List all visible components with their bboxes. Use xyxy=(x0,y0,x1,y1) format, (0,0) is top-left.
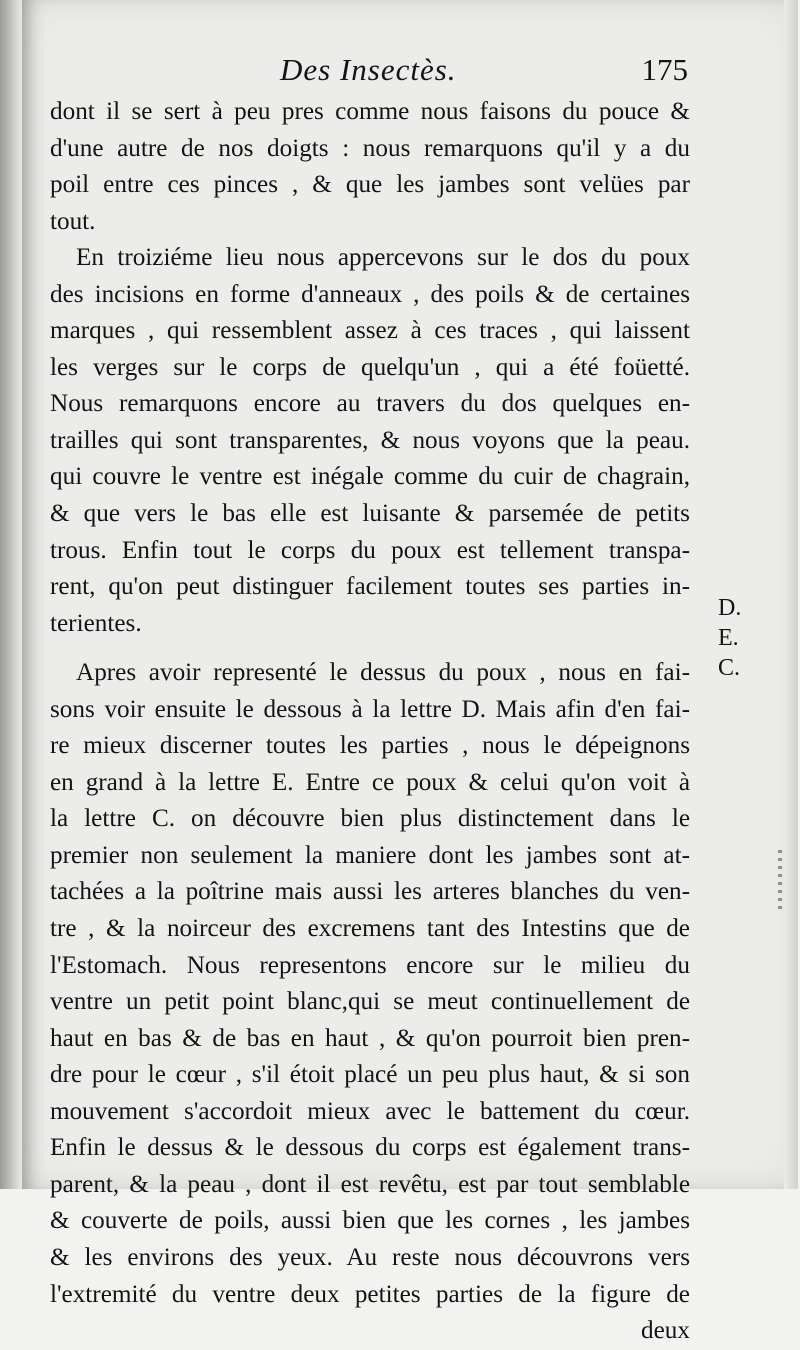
text-line: ventre un petit point blanc,qui se meut continuellement de xyxy=(50,988,690,1016)
text-line: rent, qu'on peut distinguer facilement toutes ses parties in- xyxy=(50,573,690,601)
text-line: en grand à la lettre E. Entre ce poux & celui qu'on voit à xyxy=(50,768,690,796)
text-line: dont il se sert à peu pres comme nous faisons du pouce & xyxy=(50,98,690,125)
text-line: tout. xyxy=(50,207,96,235)
margin-note-e: E. xyxy=(718,625,739,651)
text-line: Apres avoir representé le dessus du poux , nous en fai- xyxy=(76,659,690,687)
text-line: & couverte de poils, aussi bien que les cornes , les jambes xyxy=(50,1207,690,1235)
page-binding-edge xyxy=(0,0,24,1189)
text-line: & que vers le bas elle est luisante & parsemée de petits xyxy=(50,500,690,528)
scan-speckle xyxy=(778,850,782,910)
margin-note-d: D. xyxy=(718,595,742,621)
text-line: d'une autre de nos doigts : nous remarquons qu'il y a du xyxy=(50,134,690,162)
page-number: 175 xyxy=(641,52,688,87)
text-line: & les environs des yeux. Au reste nous découvrons vers xyxy=(50,1243,690,1271)
text-line: sons voir ensuite le dessous à la lettre D. Mais afin d'en fai- xyxy=(50,695,690,723)
text-line: tachées a la poîtrine mais aussi les arteres blanches du ven- xyxy=(50,878,690,906)
margin-notes xyxy=(718,593,758,683)
body-text xyxy=(50,94,690,1350)
text-line: dre pour le cœur , s'il étoit placé un peu plus haut, & si son xyxy=(50,1061,690,1089)
text-line: premier non seulement la maniere dont les jambes sont at- xyxy=(50,841,690,869)
paragraph-gap xyxy=(50,642,690,655)
text-line: re mieux discerner toutes les parties , nous le dépeignons xyxy=(50,732,690,760)
text-line: marques , qui ressemblent assez à ces traces , qui laissent xyxy=(50,317,690,345)
text-line: Nous remarquons encore au travers du dos quelques en- xyxy=(50,390,690,418)
page-outer-edge xyxy=(784,0,798,1189)
text-line: haut en bas & de bas en haut , & qu'on pourroit bien pren- xyxy=(50,1024,690,1052)
text-line: parent, & la peau , dont il est revêtu, est par tout semblable xyxy=(50,1170,690,1198)
text-line: trous. Enfin tout le corps du poux est tellement transpa- xyxy=(50,536,690,564)
running-title: Des Insectès. xyxy=(280,52,457,87)
margin-note-c: C. xyxy=(718,655,741,681)
text-line: tre , & la noirceur des excremens tant des Intestins que de xyxy=(50,915,690,943)
text-line: qui couvre le ventre est inégale comme du cuir de chagrain, xyxy=(50,463,690,491)
text-line: En troiziéme lieu nous appercevons sur le dos du poux xyxy=(76,244,690,272)
catchword: deux xyxy=(641,1317,690,1345)
text-line: mouvement s'accordoit mieux avec le battement du cœur. xyxy=(50,1097,690,1125)
text-line: l'extremité du ventre deux petites parties de la figure de xyxy=(50,1280,690,1308)
page-header xyxy=(48,52,688,92)
text-line: terientes. xyxy=(50,609,142,637)
text-line: poil entre ces pinces , & que les jambes sont velües par xyxy=(50,171,690,199)
text-line: la lettre C. on découvre bien plus distinctement dans le xyxy=(50,805,690,833)
text-line: des incisions en forme d'anneaux , des poils & de certaines xyxy=(50,280,690,308)
text-line: les verges sur le corps de quelqu'un , qui a été foüetté. xyxy=(50,353,690,381)
text-line: trailles qui sont transparentes, & nous voyons que la peau. xyxy=(50,426,690,454)
text-line: l'Estomach. Nous representons encore sur le milieu du xyxy=(50,951,690,979)
text-line: Enfin le dessus & le dessous du corps est également trans- xyxy=(50,1134,690,1162)
